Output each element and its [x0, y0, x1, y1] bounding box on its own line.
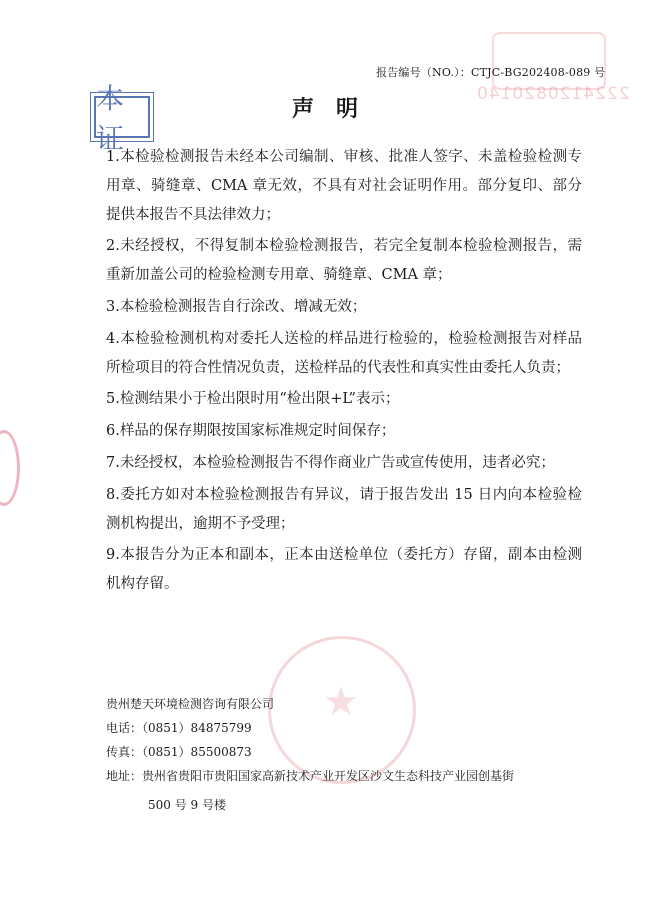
- clause-8: 8.委托方如对本检验检测报告有异议，请于报告发出 15 日内向本检验检测机构提出，逾期不予受理；: [106, 486, 582, 532]
- clause-1: 1.本检验检测报告未经本公司编制、审核、批准人签字、未盖检验检测专用章、骑缝章、CMA 章无效，不具有对社会证明作用。部分复印、部分提供本报告不具法律效力；: [106, 149, 582, 223]
- address-row: [106, 764, 576, 788]
- address-line-2: 500 号 9 号楼: [148, 798, 226, 812]
- clause-6: 6.样品的保存期限按国家标准规定时间保存；: [106, 423, 396, 440]
- phone-row: [106, 716, 576, 740]
- edge-seal-stamp: [0, 430, 20, 506]
- page-title: 声明: [292, 96, 381, 122]
- clause-9: 9.本报告分为正本和副本，正本由送检单位（委托方）存留，副本由检测机构存留。: [106, 547, 582, 593]
- company-name: 贵州楚天环境检测咨询有限公司: [106, 697, 275, 711]
- address-line-1: 贵州省贵阳市贵阳国家高新技术产业开发区沙文生态科技产业园创基街: [142, 769, 515, 783]
- report-number: 报告编号（NO.）：CTJC-BG202408-089 号: [376, 66, 606, 79]
- company-info: [106, 692, 576, 817]
- address-label: 地址：: [106, 769, 143, 783]
- fax-label: 传真：: [106, 745, 143, 759]
- phone-label: 电话：: [106, 721, 143, 735]
- clause-3: 3.本检验检测报告自行涂改、增减无效；: [106, 298, 367, 315]
- declaration-clauses: [106, 143, 582, 602]
- clause-7: 7.未经授权，本检验检测报告不得作商业广告或宣传使用，违者必究；: [106, 454, 555, 471]
- seal-number-mirrored: 2224120820140: [476, 84, 630, 104]
- fax-number: （0851）85500873: [142, 745, 252, 759]
- clause-4: 4.本检验检测机构对委托人送检的样品进行检验的，检验检测报告对样品所检项目的符合性情况负责，送检样品的代表性和真实性由委托人负责；: [106, 330, 582, 376]
- copy-stamp: [90, 82, 154, 155]
- clause-2: 2.未经授权，不得复制本检验检测报告，若完全复制本检验检测报告，需重新加盖公司的检验检测专用章、骑缝章、CMA 章；: [106, 238, 582, 284]
- seal-star-icon: ★: [323, 679, 359, 725]
- seal-frame: [492, 32, 606, 90]
- clause-5: 5.检测结果小于检出限时用“检出限+L”表示；: [106, 391, 400, 408]
- copy-stamp-text: 本 证: [94, 96, 150, 138]
- fax-row: [106, 740, 576, 764]
- phone-number: （0851）84875799: [142, 721, 252, 735]
